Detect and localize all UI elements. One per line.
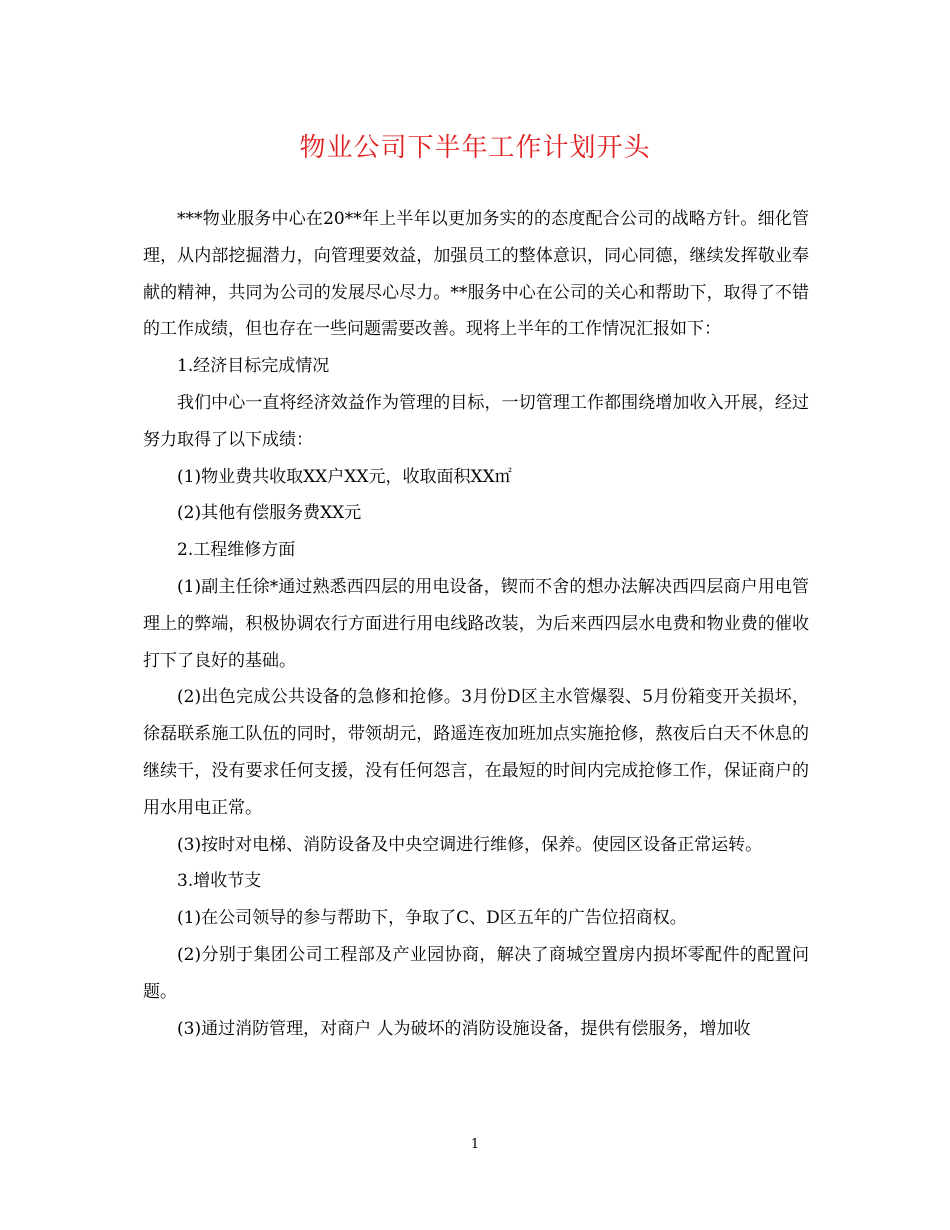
paragraph-intro: ***物业服务中心在20**年上半年以更加务实的的态度配合公司的战略方针。细化管理，从内部挖掘潜力，向管理要效益，加强员工的整体意识，同心同德，继续发挥敬业奉献的精神，共同为公司的发展尽心尽力。**服务中心在公司的关心和帮助下，取得了不错的工作成绩，但也存在一些问题需要改善。现将上半年的工作情况汇报如下：	[143, 209, 809, 340]
section-heading-maintenance: 2.工程维修方面	[177, 540, 296, 561]
list-item-maintenance-3: (3)按时对电梯、消防设备及中央空调进行维修，保养。使园区设备正常运转。	[177, 834, 763, 855]
list-item-savings-1: (1)在公司领导的参与帮助下，争取了C、D区五年的广告位招商权。	[177, 908, 687, 929]
list-item-maintenance-1: (1)副主任徐*通过熟悉西四层的用电设备，锲而不舍的想办法解决西四层商户用电管理上的弊端，积极协调农行方面进行用电线路改装，为后来西四层水电费和物业费的催收打下了良好的基础。	[143, 576, 809, 671]
list-item-savings-3: (3)通过消防管理，对商户 人为破坏的消防设施设备，提供有偿服务，增加收	[177, 1018, 751, 1039]
section-heading-savings: 3.增收节支	[177, 871, 262, 892]
list-item-maintenance-2: (2)出色完成公共设备的急修和抢修。3月份D区主水管爆裂、5月份箱变开关损坏，徐磊联系施工队伍的同时，带领胡元，路遥连夜加班加点实施抢修，熬夜后白天不休息的继续干，没有要求任何支援，没有任何怨言，在最短的时间内完成抢修工作，保证商户的用水用电正常。	[143, 687, 809, 818]
list-item-savings-2: (2)分别于集团公司工程部及产业园协商，解决了商城空置房内损坏零配件的配置问题。	[143, 944, 809, 1002]
section-heading-economic: 1.经济目标完成情况	[177, 356, 330, 377]
paragraph-economic: 我们中心一直将经济效益作为管理的目标，一切管理工作都围绕增加收入开展，经过努力取得了以下成绩：	[143, 392, 809, 450]
list-item-other-fee: (2)其他有偿服务费XX元	[177, 503, 362, 524]
page-number: 1	[470, 1137, 480, 1152]
page-title: 物业公司下半年工作计划开头	[299, 133, 651, 163]
list-item-property-fee: (1)物业费共收取XX户XX元，收取面积XX㎡	[177, 466, 512, 487]
document-body	[143, 201, 809, 1047]
